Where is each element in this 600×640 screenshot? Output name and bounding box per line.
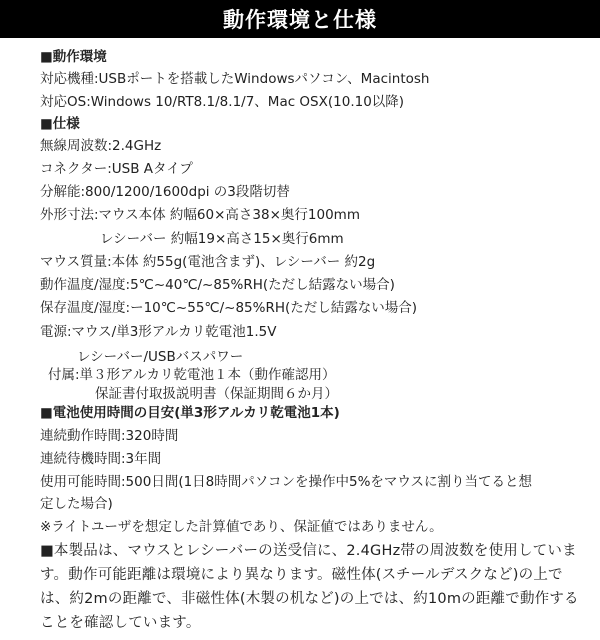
frequency-notice-line-4: ことを確認しています。 [40,615,201,631]
calculation-note: ※ライトユーザを想定した計算値であり、保証値ではありません。 [40,519,443,535]
continuous-operation-time: 連続動作時間:320時間 [40,428,179,444]
title-bar [0,0,600,38]
accessories-manual: 保証書付取扱説明書（保証期間６か月） [95,386,338,402]
accessories-battery: 付属:単３形アルカリ乾電池１本（動作確認用） [48,367,336,383]
dimensions-receiver: レシーバー 約幅19×高さ15×奥行6mm [100,231,344,247]
power-receiver: レシーバー/USBバスパワー [77,349,244,365]
usable-time-continued: 定した場合) [40,496,113,512]
power-mouse: 電源:マウス/単3形アルカリ乾電池1.5V [40,324,277,340]
supported-os: 対応OS:Windows 10/RT8.1/8.1/7、Mac OSX(10.10以降) [40,94,405,110]
supported-models: 対応機種:USBポートを搭載したWindowsパソコン、Macintosh [40,71,430,87]
section-heading-battery: ■電池使用時間の目安(単3形アルカリ乾電池1本) [40,405,340,421]
frequency-notice-line-1: ■本製品は、マウスとレシーバーの送受信に、2.4GHz帯の周波数を使用していま [40,543,577,559]
connector: コネクター:USB Aタイプ [40,161,193,177]
section-heading-environment: ■動作環境 [40,49,107,65]
frequency-notice-line-3: は、約2mの距離で、非磁性体(木製の机など)の上では、約10mの距離で動作する [40,591,579,607]
weight: マウス質量:本体 約55g(電池含まず)、レシーバー 約2g [40,254,376,270]
continuous-standby-time: 連続待機時間:3年間 [40,451,162,467]
radio-frequency: 無線周波数:2.4GHz [40,138,162,154]
usable-time: 使用可能時間:500日間(1日8時間パソコンを操作中5%をマウスに割り当てると想 [40,474,533,490]
dimensions-mouse: 外形寸法:マウス本体 約幅60×高さ38×奥行100mm [40,207,360,223]
storage-temperature: 保存温度/湿度:ー10℃~55℃/~85%RH(ただし結露ない場合) [40,300,418,316]
section-heading-specs: ■仕様 [40,116,80,132]
spec-content [0,38,600,640]
frequency-notice-line-2: す。動作可能距離は環境により異なります。磁性体(スチールデスクなど)の上で [40,567,563,583]
resolution: 分解能:800/1200/1600dpi の3段階切替 [40,184,290,200]
operating-temperature: 動作温度/湿度:5℃~40℃/~85%RH(ただし結露ない場合) [40,277,395,293]
page-title: 動作環境と仕様 [223,8,377,32]
